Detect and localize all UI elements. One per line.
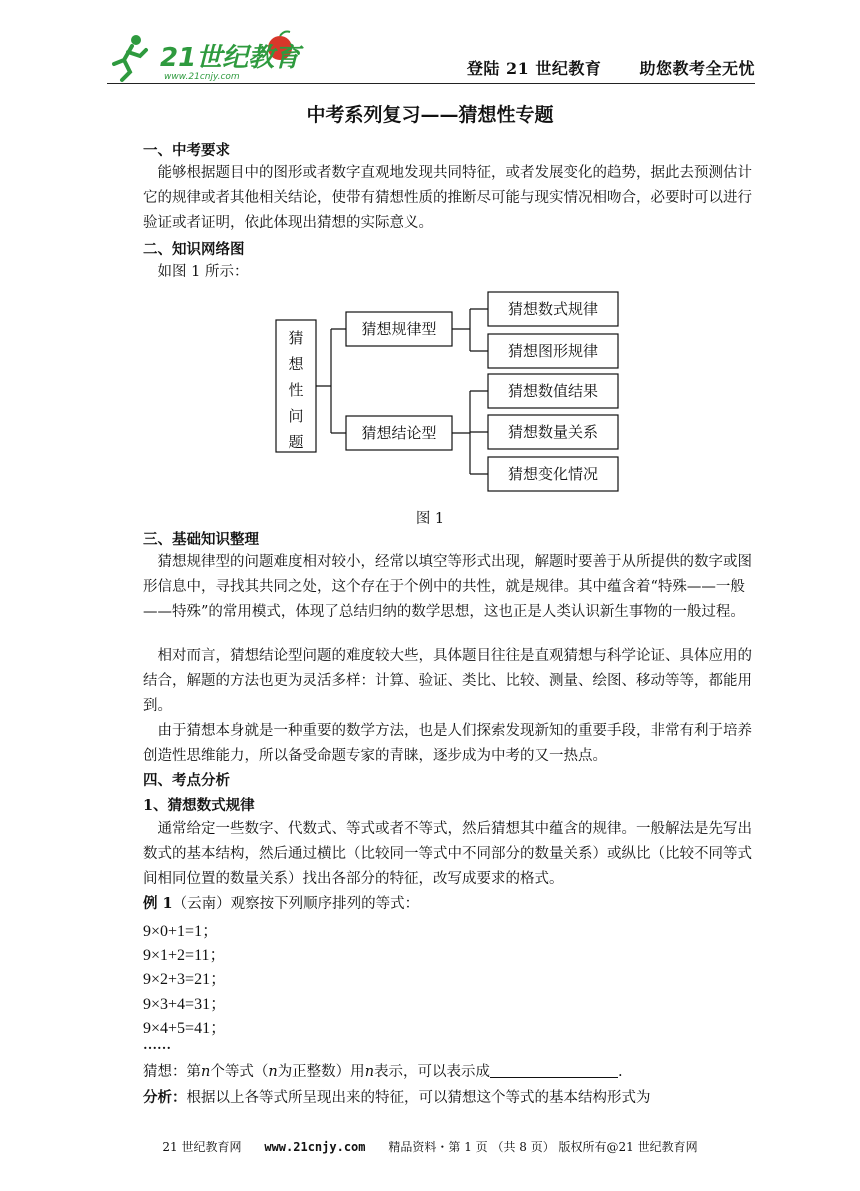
root-char: 想	[288, 355, 304, 373]
equation: 9×3+4=31；	[143, 996, 227, 1013]
running-figure-icon	[114, 35, 146, 80]
knowledge-network-diagram	[270, 288, 630, 498]
leaf-node-label: 猜想数式规律	[507, 300, 599, 318]
section-heading: 四、考点分析	[143, 772, 230, 789]
root-char: 性	[288, 381, 304, 399]
leaf-node-label: 猜想数值结果	[507, 382, 599, 400]
leaf-node-label: 猜想数量关系	[507, 423, 599, 441]
equation-ellipsis: ……	[143, 1038, 171, 1053]
root-char: 问	[288, 407, 304, 425]
footer-info: 精品资料・第 1 页 （共 8 页） 版权所有@21 世纪教育网	[388, 1140, 698, 1154]
figure-caption: 图 1	[415, 511, 445, 527]
mid-node-label: 猜想规律型	[361, 320, 437, 338]
example-intro	[143, 891, 755, 917]
subsection-heading: 1、猜想数式规律	[143, 797, 255, 814]
root-char: 题	[288, 433, 304, 451]
equation: 9×1+2=11；	[143, 947, 226, 964]
variable-n: n	[268, 1064, 278, 1080]
page-title: 中考系列复习——猜想性专题	[306, 104, 554, 126]
variable-n: n	[364, 1064, 375, 1080]
paragraph: 由于猜想本身就是一种重要的数学方法，也是人们探索发现新知的重要手段，非常有利于培养创造性思维能力，所以备受命题专家的青睐，逐步成为中考的又一热点。	[143, 723, 752, 764]
slogan-left: 登陆 21 世纪教育	[466, 59, 602, 78]
leaf-node-label: 猜想图形规律	[507, 342, 599, 360]
example-source: （云南）观察按下列顺序排列的等式：	[172, 896, 420, 912]
section-heading: 一、中考要求	[143, 142, 230, 159]
equation: 9×4+5=41；	[143, 1020, 227, 1037]
variable-n: n	[201, 1064, 211, 1080]
analysis-label: 分析：	[143, 1089, 187, 1106]
equation: 9×2+3=21；	[143, 971, 227, 988]
answer-blank[interactable]	[490, 1061, 618, 1078]
mid-node-label: 猜想结论型	[361, 424, 437, 442]
section-heading: 三、基础知识整理	[143, 531, 259, 548]
logo-text: 21世纪教育	[160, 43, 301, 73]
footer-site: 21 世纪教育网	[162, 1140, 242, 1154]
site-logo	[110, 30, 310, 84]
paragraph: 通常给定一些数字、代数式、等式或者不等式，然后猜想其中蕴含的规律。一般解法是先写出数式的基本结构，然后通过横比（比较同一等式中不同部分的数量关系）或纵比（比较不同等式间相同位置的数量关系）找出各部分的特征，改写成要求的格式。	[143, 821, 752, 887]
logo-url: www.21cnjy.com	[164, 72, 240, 82]
header-rule	[107, 83, 755, 84]
example-label: 例 1	[143, 895, 173, 912]
analysis-line	[143, 1085, 755, 1111]
paragraph: 相对而言，猜想结论型问题的难度较大些，具体题目往往是直观猜想与科学论证、具体应用的结合，解题的方法也更为灵活多样：计算、验证、类比、比较、测量、绘图、移动等等，都能用到。	[143, 648, 752, 714]
leaf-node-label: 猜想变化情况	[507, 465, 599, 483]
analysis-text: 根据以上各等式所呈现出来的特征，可以猜想这个等式的基本结构形式为	[186, 1090, 651, 1106]
paragraph: 如图 1 所示：	[157, 264, 249, 280]
page-footer	[0, 1138, 860, 1155]
section-heading: 二、知识网络图	[143, 241, 245, 258]
footer-url-link[interactable]: www.21cnjy.com	[264, 1140, 366, 1154]
paragraph: 能够根据题目中的图形或者数字直观地发现共同特征，或者发展变化的趋势，据此去预测估计它的规律或者其他相关结论，使带有猜想性质的推断尽可能与现实情况相吻合，必要时可以进行验证或者证明，依此体现出猜想的实际意义。	[143, 165, 752, 231]
paragraph: 猜想规律型的问题难度相对较小，经常以填空等形式出现，解题时要善于从所提供的数字或图形信息中，寻找其共同之处，这个存在于个例中的共性，就是规律。其中蕴含着“特殊——一般——特殊”的常用模式，体现了总结归纳的数学思想，这也正是人类认识新生事物的一般过程。	[143, 554, 752, 620]
guess-line: 猜想：第n个等式（n为正整数）用n表示，可以表示成 .	[143, 1060, 755, 1085]
slogan-right: 助您教考全无忧	[639, 59, 755, 78]
equation: 9×0+1=1；	[143, 923, 219, 940]
header-slogan	[467, 56, 755, 79]
root-char: 猜	[288, 329, 304, 347]
